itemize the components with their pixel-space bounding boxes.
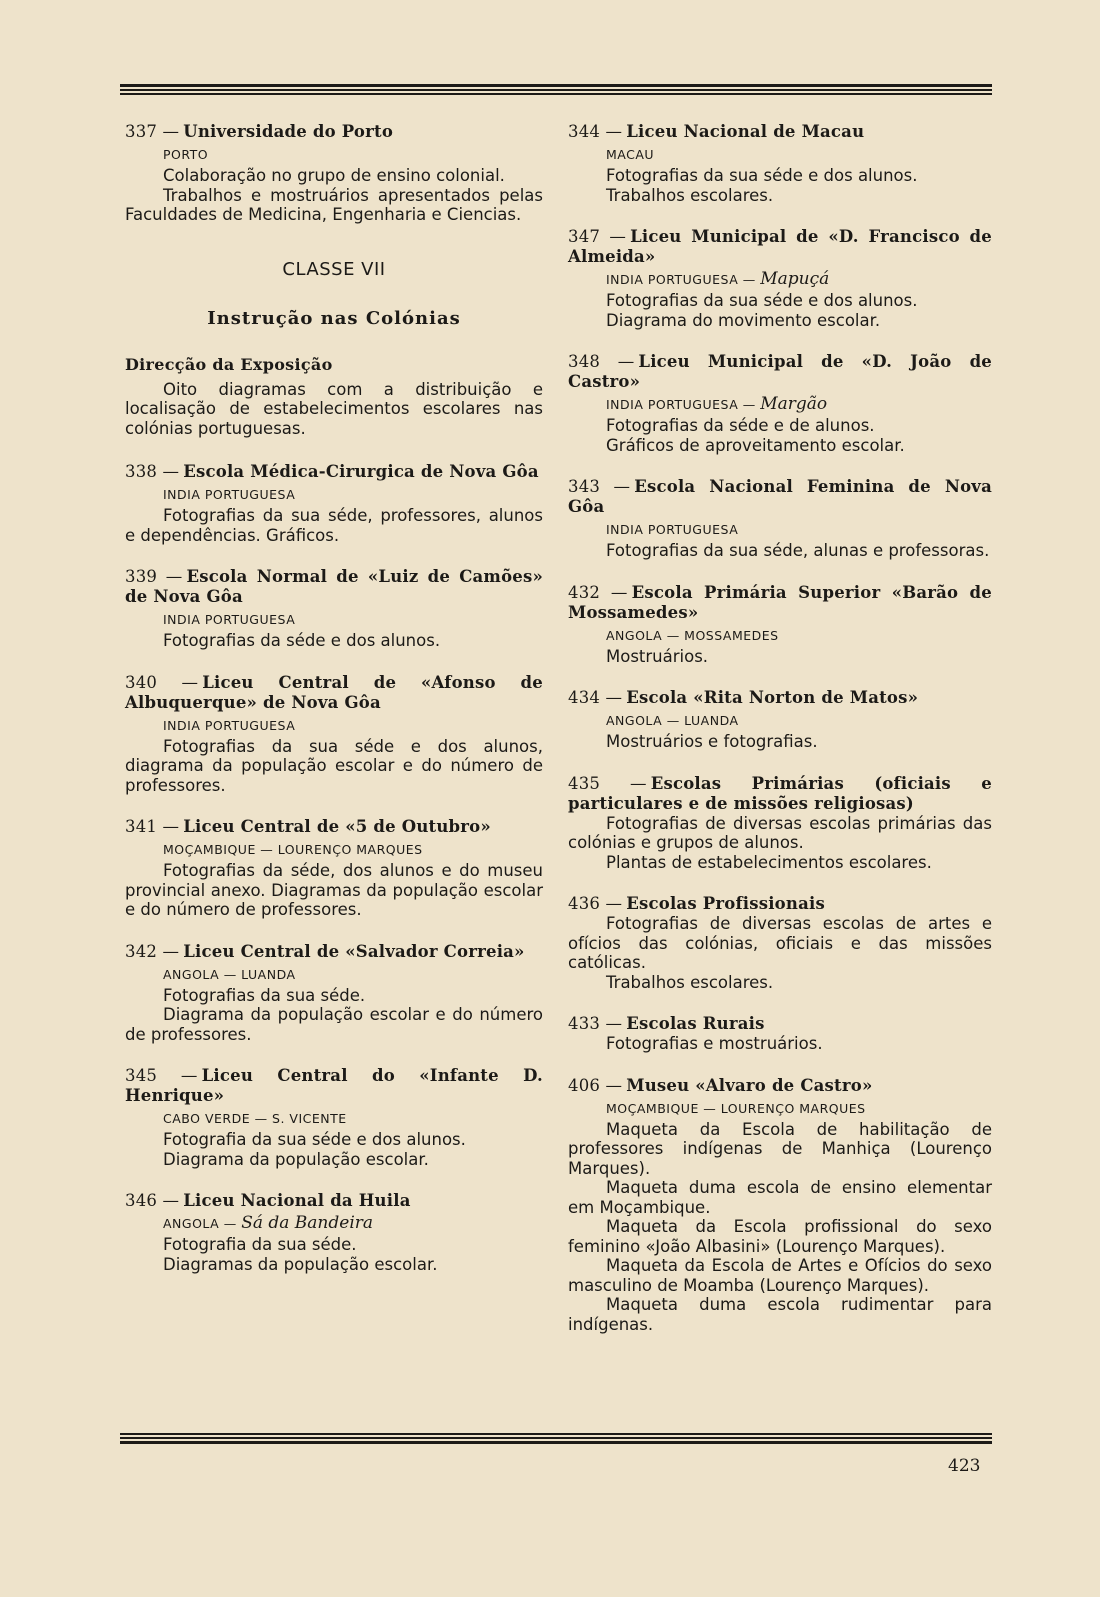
catalog-entry — [125, 122, 543, 225]
entry-number: 344 — — [568, 122, 623, 141]
entry-number: 348 — — [568, 352, 635, 371]
entry-number: 343 — — [568, 477, 631, 496]
entry-paragraph: Fotografia da sua séde. — [163, 1235, 357, 1254]
entry-paragraph: Maqueta duma escola de ensino elementar em Moçambique. — [568, 1178, 992, 1217]
entry-paragraph: Fotografias da sua séde. — [163, 985, 366, 1005]
entry-paragraph: Diagrama do movimento escolar. — [606, 310, 881, 330]
entry-location-region: MOÇAMBIQUE — LOURENÇO MARQUES — [606, 1100, 866, 1116]
entry-name: Escola Normal de «Luiz de Camões» de Nova Gôa — [125, 567, 543, 606]
entry-number: 434 — — [568, 688, 623, 707]
entry-location-region: INDIA PORTUGUESA — [163, 487, 296, 502]
catalog-entry — [568, 774, 992, 873]
left-column — [125, 122, 543, 1296]
entry-number: 435 — — [568, 773, 647, 793]
entry-location — [163, 1110, 543, 1127]
catalog-entry — [568, 352, 992, 455]
catalog-entry — [125, 1191, 543, 1274]
entry-paragraph: Diagramas da população escolar. — [163, 1254, 438, 1274]
entry-name: Liceu Central de «5 de Outubro» — [183, 817, 491, 836]
entry-location-region: CABO VERDE — S. VICENTE — [163, 1111, 347, 1126]
entry-location-city: Mapuçá — [760, 269, 830, 289]
entry-number: 340 — — [125, 672, 199, 692]
entry-name: Liceu Municipal de «D. João de Castro» — [568, 352, 992, 391]
entry-heading — [125, 1191, 543, 1211]
entry-heading — [125, 942, 543, 962]
catalog-entry — [568, 1014, 992, 1054]
right-column — [568, 122, 992, 1356]
entry-location-city: Sá da Bandeira — [241, 1213, 374, 1233]
entry-location — [163, 611, 543, 628]
entry-heading — [568, 688, 992, 708]
entry-location — [163, 486, 543, 503]
entry-heading — [125, 122, 543, 142]
entry-name: Escolas Rurais — [626, 1014, 765, 1033]
entry-paragraph: Mostruários. — [606, 646, 709, 666]
entry-number: 436 — — [568, 894, 623, 913]
entry-number: 345 — — [125, 1066, 198, 1085]
entry-location-region: MACAU — [606, 147, 655, 162]
catalog-entry — [125, 942, 543, 1045]
section-paragraph: Oito diagramas com a distribuição e localisação de estabelecimentos escolares nas colónias portuguesas. — [125, 379, 543, 438]
entry-name: Museu «Alvaro de Castro» — [626, 1075, 873, 1095]
entry-location — [606, 146, 992, 163]
entry-heading — [568, 1014, 992, 1034]
entry-paragraph: Trabalhos escolares. — [606, 185, 774, 205]
entry-location — [163, 841, 543, 858]
entry-name: Liceu Nacional de Macau — [626, 122, 865, 141]
entry-paragraph: Maqueta da Escola profissional do sexo feminino «João Albasini» (Lourenço Marques). — [568, 1217, 992, 1256]
entry-paragraph: Fotografias da séde, dos alunos e do museu provincial anexo. Diagramas da população escolar e do número de professores. — [125, 861, 543, 919]
entry-location — [163, 1215, 543, 1232]
entry-location-region: PORTO — [163, 147, 209, 162]
catalog-entry — [125, 673, 543, 796]
entry-paragraph: Fotografias de diversas escolas primárias das colónias e grupos de alunos. — [568, 813, 992, 852]
entry-paragraph: Fotografias da sua séde, alunas e professoras. — [606, 541, 990, 560]
entry-paragraph: Maqueta duma escola rudimentar para indígenas. — [568, 1295, 992, 1334]
entry-number: 347 — — [568, 227, 627, 246]
entry-paragraph: Trabalhos escolares. — [606, 972, 774, 992]
entry-paragraph: Fotografia da sua séde e dos alunos. — [163, 1130, 466, 1149]
catalog-entry — [568, 227, 992, 330]
entry-location — [163, 146, 543, 163]
entry-location — [606, 627, 992, 644]
entry-paragraph: Trabalhos e mostruários apresentados pelas Faculdades de Medicina, Engenharia e Ciencias. — [125, 185, 543, 224]
entry-location — [606, 271, 992, 288]
entry-paragraph: Fotografias e mostruários. — [606, 1034, 823, 1053]
entry-name: Universidade do Porto — [183, 122, 394, 141]
entry-paragraph: Fotografias da séde e de alunos. — [606, 416, 875, 435]
entry-paragraph: Gráficos de aproveitamento escolar. — [606, 435, 905, 455]
entry-heading — [125, 567, 543, 607]
entry-location-region: MOÇAMBIQUE — LOURENÇO MARQUES — [163, 842, 423, 857]
section-title: Instrução nas Colónias — [207, 307, 461, 329]
entry-location — [606, 712, 992, 729]
catalog-entry — [568, 688, 992, 752]
entry-location-city: Margão — [760, 394, 828, 414]
entry-location — [606, 1100, 992, 1117]
entry-paragraph: Fotografias da sua séde e dos alunos. — [606, 166, 918, 185]
entry-name: Liceu Central de «Afonso de Albuquerque» de Nova Gôa — [125, 672, 543, 712]
entry-paragraph: Diagrama da população escolar. — [163, 1149, 429, 1169]
entry-location-region: ANGOLA — — [163, 1216, 237, 1231]
entry-paragraph: Fotografias da sua séde e dos alunos. — [606, 291, 918, 310]
entry-name: Liceu Central de «Salvador Correia» — [183, 941, 525, 961]
entry-paragraph: Maqueta da Escola de habilitação de professores indígenas de Manhiça (Lourenço Marques). — [568, 1119, 992, 1178]
entry-location-region: ANGOLA — LUANDA — [163, 966, 296, 982]
entry-name: Liceu Central do «Infante D. Henrique» — [125, 1066, 543, 1105]
catalog-entry — [568, 122, 992, 205]
entry-paragraph: Colaboração no grupo de ensino colonial. — [163, 166, 505, 185]
entry-paragraph: Diagrama da população escolar e do número de professores. — [125, 1005, 543, 1044]
entry-number: 432 — — [568, 582, 628, 602]
entry-location — [163, 966, 543, 983]
entry-paragraph: Maqueta da Escola de Artes e Ofícios do sexo masculino de Moamba (Lourenço Marques). — [568, 1256, 992, 1295]
catalog-entry — [568, 1076, 992, 1335]
catalog-entry — [125, 462, 543, 545]
catalog-entry — [568, 894, 992, 992]
entry-number: 342 — — [125, 941, 180, 961]
entry-location-region: INDIA PORTUGUESA — — [606, 397, 756, 412]
entry-name: Escola «Rita Norton de Matos» — [626, 688, 919, 707]
entry-heading — [568, 774, 992, 814]
entry-heading — [568, 352, 992, 392]
catalog-entry — [125, 817, 543, 920]
entry-number: 339 — — [125, 567, 183, 586]
entry-paragraph: Fotografias de diversas escolas de artes e ofícios das colónias, oficiais e das missões católicas. — [568, 914, 992, 972]
entry-name: Escolas Profissionais — [626, 894, 825, 913]
catalog-entry — [568, 583, 992, 667]
entry-heading — [125, 1066, 543, 1106]
entry-heading — [568, 477, 992, 517]
entry-name: Escola Primária Superior «Barão de Mossamedes» — [568, 582, 992, 622]
entry-location-region: INDIA PORTUGUESA — — [606, 272, 756, 287]
entry-paragraph: Fotografias da sua séde, professores, alunos e dependências. Gráficos. — [125, 506, 543, 545]
entry-location — [606, 521, 992, 538]
entry-paragraph: Mostruários e fotografias. — [606, 732, 818, 751]
sub-head: Direcção da Exposição — [125, 354, 333, 374]
entry-name: Escola Nacional Feminina de Nova Gôa — [568, 477, 992, 516]
classe-label: CLASSE VII — [282, 258, 386, 280]
entry-heading — [568, 227, 992, 267]
entry-number: 346 — — [125, 1191, 180, 1210]
entry-number: 433 — — [568, 1014, 623, 1033]
entry-name: Liceu Nacional da Huila — [183, 1191, 411, 1210]
entry-location — [606, 396, 992, 413]
entry-name: Escola Médica-Cirurgica de Nova Gôa — [183, 462, 539, 481]
entry-name: Liceu Municipal de «D. Francisco de Almeida» — [568, 227, 992, 266]
entry-heading — [568, 894, 992, 914]
entry-location-region: INDIA PORTUGUESA — [163, 717, 296, 733]
catalog-entry — [125, 1066, 543, 1169]
entry-location-region: INDIA PORTUGUESA — [163, 612, 296, 627]
entry-number: 341 — — [125, 817, 180, 836]
entry-paragraph: Plantas de estabelecimentos escolares. — [606, 852, 932, 872]
entry-location-region: ANGOLA — LUANDA — [606, 713, 739, 728]
entry-heading — [568, 1076, 992, 1096]
entry-paragraph: Fotografias da sua séde e dos alunos, diagrama da população escolar e do número de professores. — [125, 736, 543, 795]
entry-heading — [568, 122, 992, 142]
catalog-entry — [125, 567, 543, 651]
entry-location-region: ANGOLA — MOSSAMEDES — [606, 627, 779, 643]
entry-heading — [568, 583, 992, 623]
entry-heading — [125, 462, 543, 482]
page-number: 423 — [948, 1456, 981, 1476]
entry-heading — [125, 673, 543, 713]
entry-location-region: INDIA PORTUGUESA — [606, 522, 739, 537]
top-rule — [120, 84, 992, 97]
bottom-rule — [120, 1433, 992, 1446]
entry-name: Escolas Primárias (oficiais e particulares e de missões religiosas) — [568, 773, 992, 813]
entry-number: 337 — — [125, 122, 180, 141]
entry-number: 338 — — [125, 462, 180, 481]
entry-paragraph: Fotografias da séde e dos alunos. — [163, 631, 441, 650]
entry-number: 406 — — [568, 1075, 623, 1095]
catalog-entry — [568, 477, 992, 561]
entry-heading — [125, 817, 543, 837]
entry-location — [163, 717, 543, 734]
